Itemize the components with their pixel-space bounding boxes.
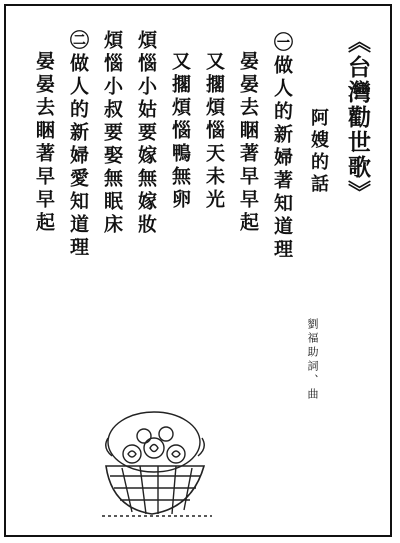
lyric-line-7: ㊁做人的新婦愛知道理: [67, 30, 89, 260]
lyric-line-6: 煩惱小叔要娶無眠床: [101, 30, 123, 237]
lyric-line-3: 又擱煩惱天未光: [203, 51, 225, 212]
lyric-line-5: 煩惱小姑要嫁無嫁妝: [135, 30, 157, 237]
lyric-line-4: 又擱煩惱鴨無卵: [169, 51, 191, 212]
song-subtitle: 阿嫂的話: [308, 108, 329, 196]
lyric-line-1: ㊀做人的新婦著知道理: [271, 32, 293, 262]
lyric-line-2: 晏晏去睏著早早起: [237, 51, 259, 235]
lyric-line-8: 晏晏去睏著早早起: [33, 51, 55, 235]
flower-basket-illustration: [92, 404, 222, 524]
credit: [307, 318, 318, 402]
credit-author: 劉福助: [306, 318, 319, 360]
song-title: 《台灣勸世歌》: [344, 30, 371, 205]
credit-role: 詞、曲: [306, 360, 319, 402]
